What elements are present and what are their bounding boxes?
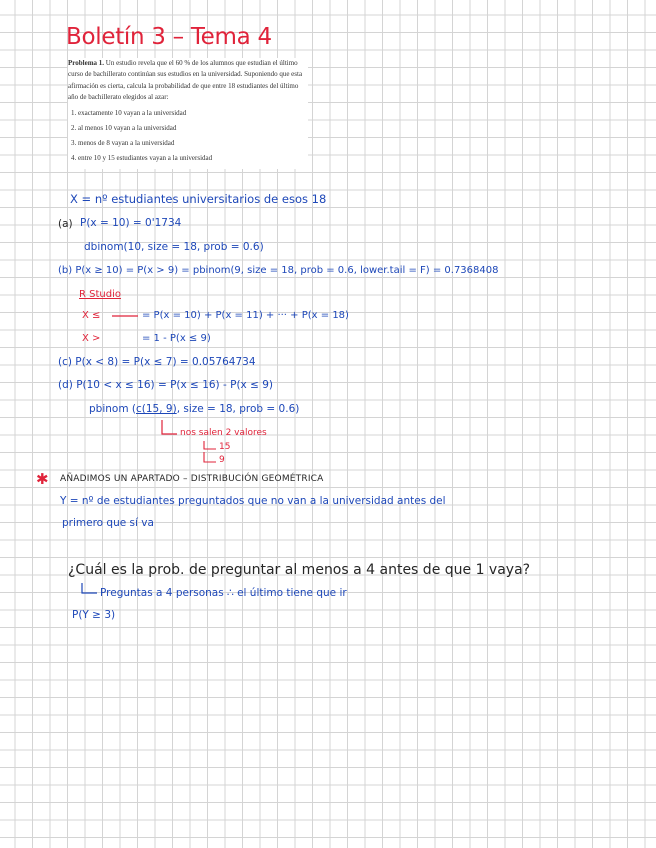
answer-line1: Preguntas a 4 personas ∴ el último tiene que ir xyxy=(100,587,347,599)
two-values-note: nos salen 2 valores xyxy=(180,428,267,438)
arrow-value-15 xyxy=(204,441,216,449)
problem-item: 1. exactamente 10 vayan a la universidad xyxy=(71,108,187,117)
asterisk-icon: ✱ xyxy=(36,470,49,488)
arrow-value-9 xyxy=(204,452,216,462)
geometric-heading: AÑADIMOS UN APARTADO – DISTRIBUCIÓN GEOMÉTRICA xyxy=(60,474,324,484)
code-vector: c(15, 9) xyxy=(136,403,177,415)
definition-y-line2: primero que sí va xyxy=(62,517,154,529)
part-b-line: (b) P(x ≥ 10) = P(x > 9) = pbinom(9, size = 18, prob = 0.6, lower.tail = F) = 0.7368408 xyxy=(58,265,499,276)
part-a-code: dbinom(10, size = 18, prob = 0.6) xyxy=(84,241,264,253)
definition-y-line1: Y = nº de estudiantes preguntados que no van a la universidad antes del xyxy=(60,495,446,507)
rstudio-label: R Studio xyxy=(79,289,121,300)
value-9: 9 xyxy=(219,455,225,465)
value-15: 15 xyxy=(219,442,231,452)
complement-expression: = 1 - P(x ≤ 9) xyxy=(142,333,211,344)
problem-heading: Problema 1. xyxy=(68,59,105,67)
code-prefix: pbinom ( xyxy=(89,403,136,415)
arrow-note xyxy=(162,420,177,434)
part-a-label: (a) xyxy=(58,218,73,230)
answer-line2: P(Y ≥ 3) xyxy=(72,609,116,621)
arrow-answer xyxy=(82,583,97,593)
problem-item: 4. entre 10 y 15 estudiantes vayan a la universidad xyxy=(71,153,213,162)
complement-label-2: X > xyxy=(82,333,101,344)
question-text: ¿Cuál es la prob. de preguntar al menos a 4 antes de que 1 vaya? xyxy=(68,562,531,578)
definition-x: X = nº estudiantes universitarios de esos 18 xyxy=(70,192,327,206)
code-suffix: , size = 18, prob = 0.6) xyxy=(176,403,300,415)
problem-body: Un estudio revela que el 60 % de los alumnos que estudian el último curso de bachillerato continúan sus estudios en la universidad. Suponiendo que esta afirmación es cierta, calcula la probabilidad de que entre 18 estudiantes del último año de bachillerato elegidos al azar: xyxy=(68,59,303,102)
problem-item: 3. menos de 8 vayan a la universidad xyxy=(71,138,175,147)
complement-label-1: X ≤ xyxy=(82,310,101,321)
problem-item: 2. al menos 10 vayan a la universidad xyxy=(71,123,177,132)
part-a-result: P(x = 10) = 0'1734 xyxy=(80,217,182,229)
sum-expression: = P(x = 10) + P(x = 11) + ··· + P(x = 18) xyxy=(142,310,349,321)
page-title: Boletín 3 – Tema 4 xyxy=(66,24,272,50)
part-c-line: (c) P(x < 8) = P(x ≤ 7) = 0.05764734 xyxy=(58,356,256,368)
part-d-line: (d) P(10 < x ≤ 16) = P(x ≤ 16) - P(x ≤ 9) xyxy=(58,379,274,391)
